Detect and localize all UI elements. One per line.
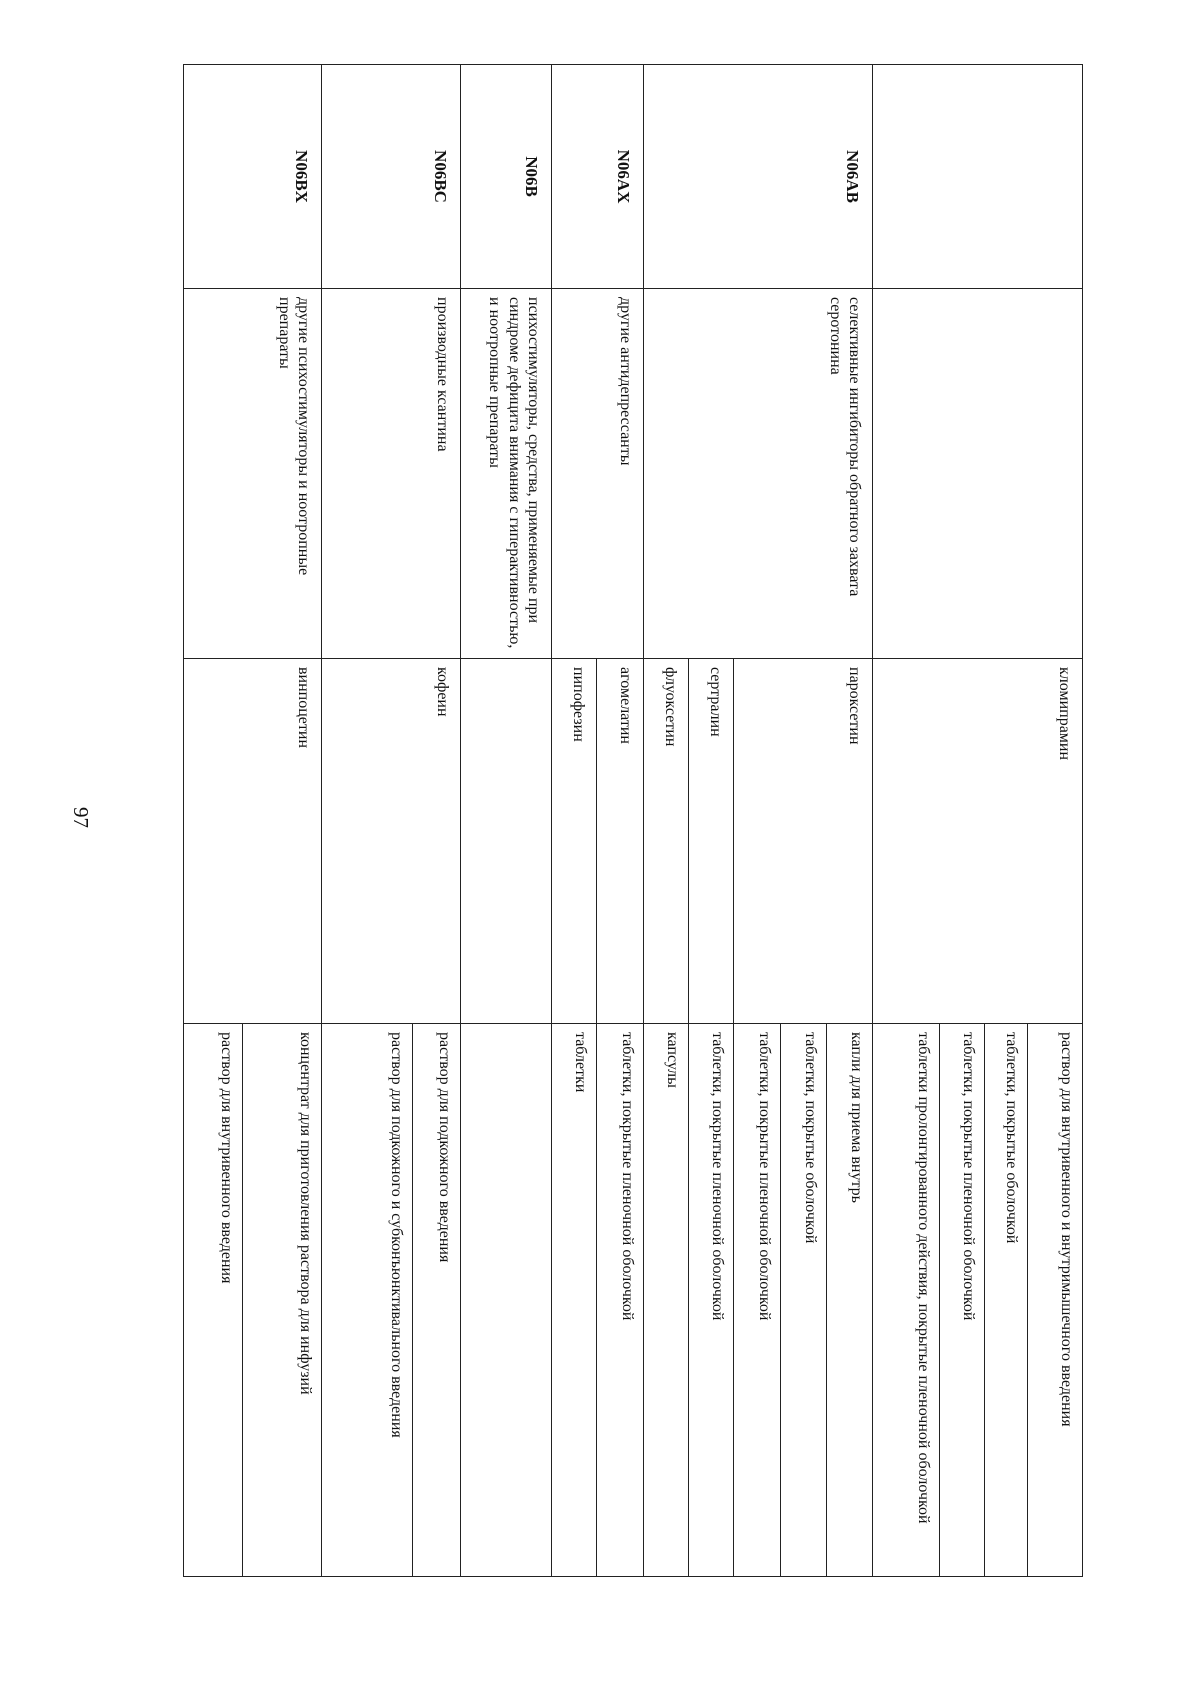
form-cell: капсулы	[643, 1024, 688, 1577]
drug-cell: сертралин	[689, 659, 734, 1024]
group-cell: производные ксантина	[322, 289, 460, 659]
group-cell: другие психостимуляторы и ноотропные препараты	[184, 289, 322, 659]
drug-cell: флуоксетин	[643, 659, 688, 1024]
form-cell: таблетки, покрытые пленочной оболочкой	[734, 1024, 780, 1577]
atc-code-cell	[872, 65, 1082, 289]
form-cell: раствор для подкожного и субконъюнктивального введения	[322, 1024, 413, 1577]
form-cell: капли для приема внутрь	[827, 1024, 872, 1577]
drug-cell: кофеин	[322, 659, 460, 1024]
table-row	[597, 65, 643, 1577]
group-cell	[872, 289, 1082, 659]
form-cell: таблетки, покрытые пленочной оболочкой	[689, 1024, 734, 1577]
atc-code-cell: N06BC	[322, 65, 460, 289]
table-row	[460, 65, 551, 1577]
drug-cell: пипофезин	[551, 659, 596, 1024]
drug-table	[183, 64, 1083, 1577]
atc-code-cell: N06BX	[184, 65, 322, 289]
atc-code-cell: N06B	[460, 65, 551, 289]
form-cell: таблетки, покрытые оболочкой	[984, 1024, 1027, 1577]
form-cell: раствор для внутривенного и внутримышечного введения	[1028, 1024, 1083, 1577]
group-cell: селективные ингибиторы обратного захвата серотонина	[643, 289, 872, 659]
form-cell: раствор для внутривенного введения	[184, 1024, 243, 1577]
form-cell: раствор для подкожного введения	[413, 1024, 461, 1577]
table-row	[1028, 65, 1083, 1577]
form-cell	[460, 1024, 551, 1577]
form-cell: таблетки, покрытые пленочной оболочкой	[597, 1024, 643, 1577]
table-row	[827, 65, 872, 1577]
form-cell: таблетки, покрытые оболочкой	[780, 1024, 826, 1577]
atc-code-cell: N06AB	[643, 65, 872, 289]
atc-code-cell: N06AX	[551, 65, 643, 289]
form-cell: таблетки пролонгированного действия, покрытые пленочной оболочкой	[872, 1024, 940, 1577]
drug-cell: пароксетин	[734, 659, 872, 1024]
form-cell: таблетки	[551, 1024, 596, 1577]
drug-cell: агомелатин	[597, 659, 643, 1024]
drug-cell	[460, 659, 551, 1024]
table-row	[243, 65, 322, 1577]
drug-cell: винпоцетин	[184, 659, 322, 1024]
page-number: 97	[69, 807, 93, 828]
group-cell: психостимуляторы, средства, применяемые при синдроме дефицита внимания с гиперактивностью, и ноотропные препараты	[460, 289, 551, 659]
table-row	[413, 65, 461, 1577]
drug-table-container	[183, 64, 1083, 1576]
group-cell: другие антидепрессанты	[551, 289, 643, 659]
drug-cell: кломипрамин	[872, 659, 1082, 1024]
form-cell: таблетки, покрытые пленочной оболочкой	[940, 1024, 984, 1577]
form-cell: концентрат для приготовления раствора для инфузий	[243, 1024, 322, 1577]
